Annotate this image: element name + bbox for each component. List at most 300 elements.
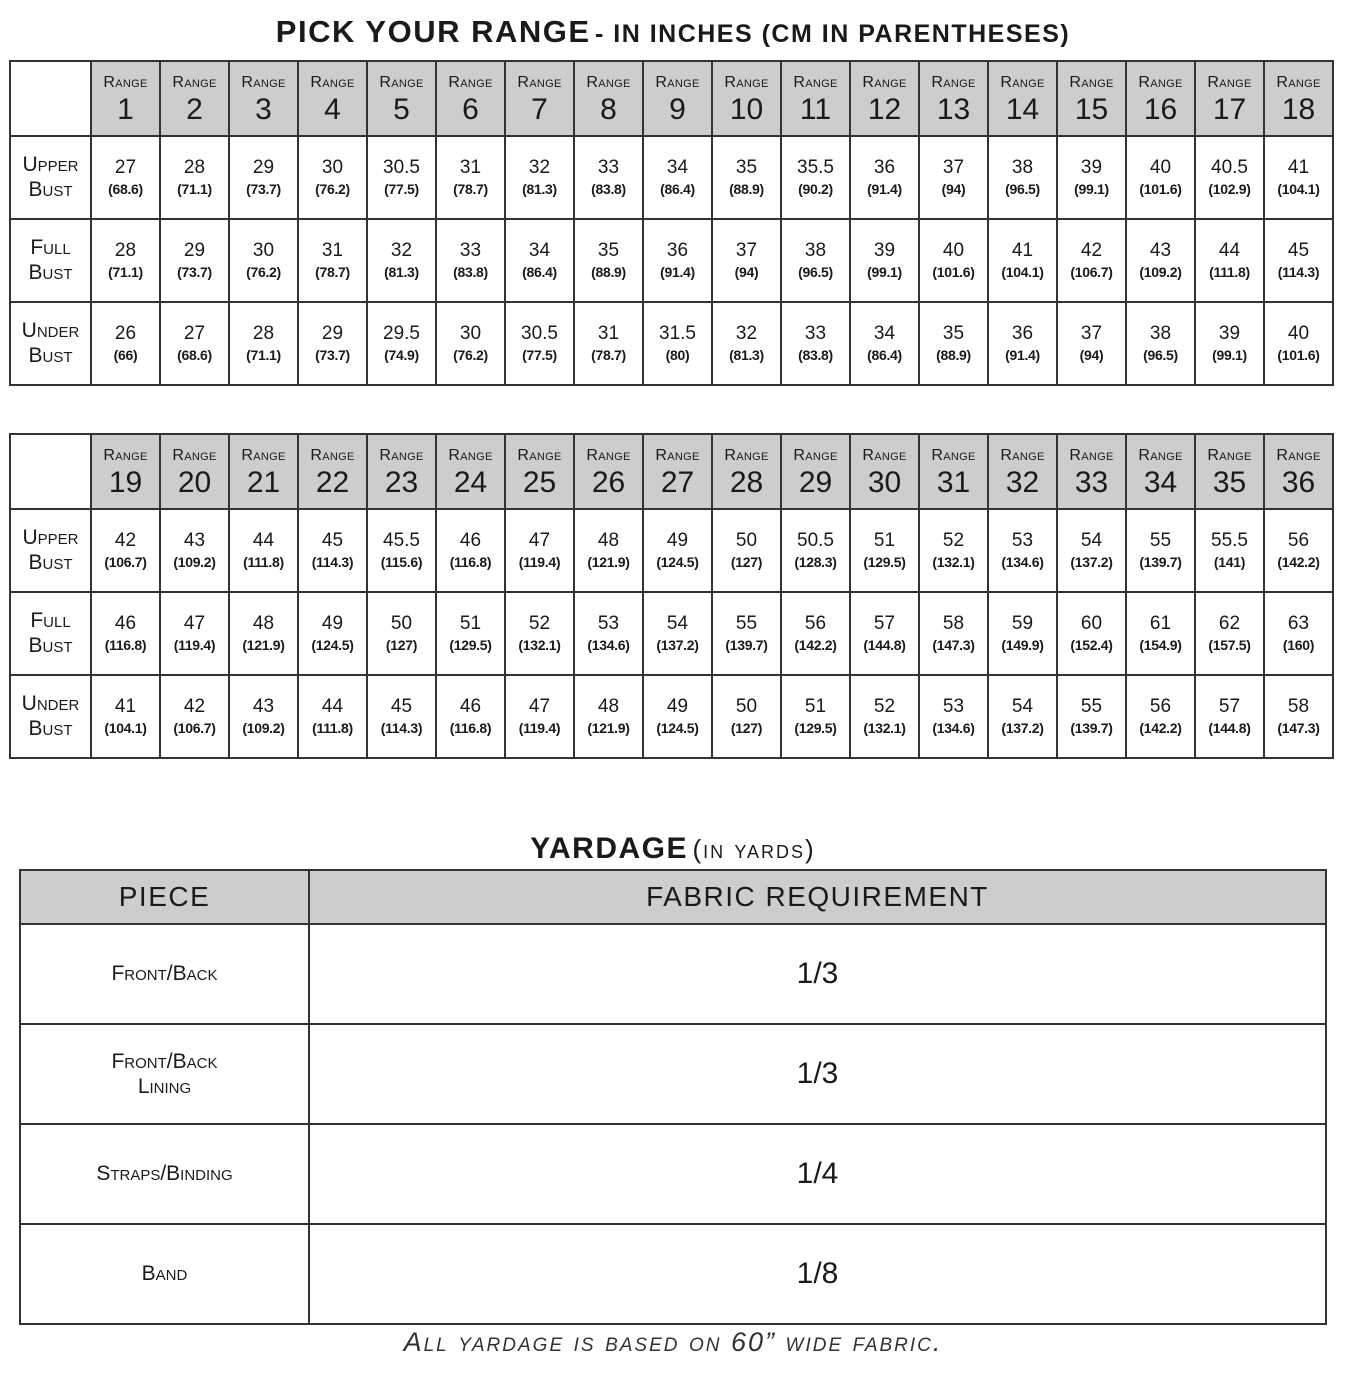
range-header-cell [988,61,1057,136]
value-cm: (106.7) [1070,264,1113,281]
value-cm: (101.6) [1139,181,1182,198]
value-cm: (127) [385,637,418,654]
measurement-cell [298,219,367,302]
row-label-line: Full [30,236,71,260]
value-inches: 39 [873,240,896,262]
value-cm: (94) [941,181,966,198]
value-cm: (119.4) [518,554,561,571]
fabric-requirement: 1/4 [309,1124,1326,1224]
range-label: Range [586,446,631,464]
value-cm: (74.9) [384,347,419,364]
measurement-cell [1264,592,1333,675]
measurement-cell [1057,302,1126,385]
measurement-cell [367,136,436,219]
value-cm: (99.1) [867,264,902,281]
measurement-cell [91,136,160,219]
range-number: 7 [531,92,548,126]
page-title [0,14,1346,58]
row-label-upper-bust [10,509,91,592]
range-number: 23 [384,465,419,499]
value-cm: (134.6) [932,720,975,737]
value-cm: (124.5) [656,720,699,737]
measurement-cell [850,219,919,302]
value-cm: (81.3) [522,181,557,198]
yardage-header-requirement: FABRIC REQUIREMENT [309,870,1326,924]
value-inches: 45 [321,530,344,552]
value-inches: 33 [597,157,620,179]
value-inches: 49 [321,613,344,635]
value-inches: 60 [1080,613,1103,635]
range-label: Range [1207,446,1252,464]
range-label: Range [310,446,355,464]
measurement-cell [91,675,160,758]
range-header-cell [781,61,850,136]
range-label: Range [862,73,907,91]
value-inches: 38 [804,240,827,262]
measurement-cell [436,136,505,219]
value-cm: (91.4) [1005,347,1040,364]
range-label: Range [448,446,493,464]
measurement-cell [988,592,1057,675]
range-number: 32 [1005,465,1040,499]
value-inches: 41 [1287,157,1310,179]
range-header-cell [781,434,850,509]
yardage-header-row [20,870,1326,924]
range-number: 25 [522,465,557,499]
value-inches: 37 [942,157,965,179]
value-inches: 38 [1011,157,1034,179]
measurement-cell [229,592,298,675]
range-label: Range [241,73,286,91]
measurement-cell [367,509,436,592]
value-cm: (160) [1282,637,1315,654]
range-label: Range [655,446,700,464]
range-label: Range [172,73,217,91]
range-label: Range [448,73,493,91]
measurement-cell [91,302,160,385]
range-header-cell [712,434,781,509]
range-number: 4 [324,92,341,126]
value-inches: 40 [1149,157,1172,179]
value-inches: 29.5 [383,323,420,345]
value-cm: (124.5) [656,554,699,571]
measurement-cell [643,509,712,592]
range-label: Range [1138,73,1183,91]
row-label-under-bust [10,675,91,758]
value-cm: (142.2) [1139,720,1182,737]
value-cm: (129.5) [449,637,492,654]
measurement-cell [574,592,643,675]
value-cm: (109.2) [242,720,285,737]
measurement-cell [574,136,643,219]
range-header-cell [436,61,505,136]
measurement-cell [781,302,850,385]
measurement-cell [574,219,643,302]
range-number: 14 [1005,92,1040,126]
range-label: Range [1138,446,1183,464]
value-inches: 63 [1287,613,1310,635]
row-label-line: Bust [28,633,73,657]
value-cm: (132.1) [863,720,906,737]
measurement-cell [229,219,298,302]
value-inches: 56 [1149,696,1172,718]
range-label: Range [1276,73,1321,91]
value-inches: 28 [183,157,206,179]
range-header-cell [229,61,298,136]
value-cm: (86.4) [522,264,557,281]
value-inches: 45 [390,696,413,718]
value-inches: 50 [735,696,758,718]
value-inches: 56 [1287,530,1310,552]
value-inches: 52 [942,530,965,552]
value-cm: (116.8) [104,637,147,654]
range-number: 2 [186,92,203,126]
value-inches: 33 [804,323,827,345]
measurement-cell [850,509,919,592]
measurement-cell [850,675,919,758]
row-label-line: Bust [28,260,73,284]
measurement-cell [643,302,712,385]
measurement-cell [712,302,781,385]
value-inches: 30.5 [521,323,558,345]
value-cm: (115.6) [380,554,423,571]
value-cm: (96.5) [1005,181,1040,198]
value-cm: (132.1) [932,554,975,571]
range-header-cell [712,61,781,136]
measurement-cell [160,675,229,758]
range-label: Range [1207,73,1252,91]
measurement-cell [298,509,367,592]
measurement-cell [505,592,574,675]
value-inches: 56 [804,613,827,635]
value-cm: (149.9) [1001,637,1044,654]
range-number: 35 [1212,465,1247,499]
value-inches: 29 [183,240,206,262]
value-cm: (104.1) [1277,181,1320,198]
value-cm: (91.4) [660,264,695,281]
value-inches: 61 [1149,613,1172,635]
range-table-1 [9,60,1334,386]
value-inches: 39 [1218,323,1241,345]
value-inches: 50 [390,613,413,635]
measurement-cell [781,219,850,302]
value-inches: 30 [459,323,482,345]
range-number: 19 [108,465,143,499]
measurement-cell [1057,592,1126,675]
range-label: Range [931,446,976,464]
value-inches: 33 [459,240,482,262]
measurement-cell [229,136,298,219]
row-label-line: Bust [28,343,73,367]
value-inches: 28 [252,323,275,345]
value-inches: 27 [114,157,137,179]
value-cm: (157.5) [1208,637,1251,654]
measurement-cell [919,219,988,302]
piece-name [20,1124,309,1224]
measurement-cell [643,219,712,302]
value-inches: 34 [528,240,551,262]
measurement-cell [229,675,298,758]
range-number: 28 [729,465,764,499]
range-number: 33 [1074,465,1109,499]
range-label: Range [310,73,355,91]
yardage-table [19,869,1327,1325]
value-cm: (94) [734,264,759,281]
measurement-cell [781,136,850,219]
measurement-cell [1195,509,1264,592]
yardage-header-piece: PIECE [20,870,309,924]
value-cm: (111.8) [1209,264,1250,281]
value-inches: 31 [597,323,620,345]
value-inches: 46 [459,530,482,552]
measurement-cell [781,675,850,758]
value-cm: (137.2) [1001,720,1044,737]
range-number: 8 [600,92,617,126]
value-inches: 43 [252,696,275,718]
piece-name [20,1024,309,1124]
measurement-cell [1195,136,1264,219]
value-inches: 57 [873,613,896,635]
measurement-cell [298,592,367,675]
value-cm: (114.3) [311,554,354,571]
value-cm: (121.9) [587,554,630,571]
value-inches: 50.5 [797,530,834,552]
measurement-cell [1264,675,1333,758]
value-inches: 40 [942,240,965,262]
range-header-cell [367,434,436,509]
piece-name-line: Front/Back [111,962,218,986]
value-cm: (99.1) [1212,347,1247,364]
range-number: 20 [177,465,212,499]
value-cm: (88.9) [729,181,764,198]
fabric-requirement: 1/3 [309,924,1326,1024]
measurement-cell [160,219,229,302]
range-header-cell [298,434,367,509]
title-main: PICK YOUR RANGE [275,14,591,49]
range-label: Range [1276,446,1321,464]
value-inches: 47 [528,696,551,718]
range-label: Range [1069,73,1114,91]
range-label: Range [241,446,286,464]
range-number: 9 [669,92,686,126]
range-header-cell [643,61,712,136]
range-header-cell [367,61,436,136]
piece-name-line: Lining [137,1075,192,1098]
range-header-row [10,434,1333,509]
value-cm: (137.2) [1070,554,1113,571]
value-inches: 32 [735,323,758,345]
range-number: 5 [393,92,410,126]
yardage-title-main: YARDAGE [530,832,689,865]
value-cm: (73.7) [177,264,212,281]
value-cm: (88.9) [591,264,626,281]
value-cm: (119.4) [518,720,561,737]
value-cm: (142.2) [1277,554,1320,571]
range-label: Range [103,73,148,91]
row-label-line: Upper [22,526,79,550]
piece-name-line: Straps/Binding [96,1162,233,1186]
range-header-cell [1126,61,1195,136]
value-cm: (114.3) [1277,264,1320,281]
row-upper-bust [10,509,1333,592]
value-cm: (88.9) [936,347,971,364]
measurement-cell [436,592,505,675]
measurement-cell [505,302,574,385]
value-inches: 41 [114,696,137,718]
range-header-cell [1264,61,1333,136]
measurement-cell [160,509,229,592]
range-label: Range [724,446,769,464]
value-inches: 32 [390,240,413,262]
value-cm: (78.7) [591,347,626,364]
value-cm: (144.8) [863,637,906,654]
value-cm: (86.4) [867,347,902,364]
row-label-line: Under [21,319,80,343]
measurement-cell [229,302,298,385]
measurement-cell [919,592,988,675]
piece-name [20,1224,309,1324]
value-inches: 35.5 [797,157,834,179]
fabric-requirement: 1/8 [309,1224,1326,1324]
measurement-cell [712,219,781,302]
measurement-cell [1126,509,1195,592]
value-inches: 47 [183,613,206,635]
range-header-cell [919,61,988,136]
row-label-line: Upper [22,153,79,177]
row-label-line: Full [30,609,71,633]
measurement-cell [1195,592,1264,675]
yardage-row [20,1024,1326,1124]
range-header-cell [643,434,712,509]
value-inches: 58 [1287,696,1310,718]
value-cm: (90.2) [798,181,833,198]
measurement-cell [919,136,988,219]
value-inches: 51 [459,613,482,635]
value-cm: (154.9) [1139,637,1182,654]
row-under-bust [10,675,1333,758]
measurement-cell [988,136,1057,219]
value-inches: 29 [321,323,344,345]
measurement-cell [712,675,781,758]
range-number: 21 [246,465,281,499]
range-label: Range [793,73,838,91]
value-inches: 54 [1080,530,1103,552]
value-inches: 47 [528,530,551,552]
range-header-cell [91,434,160,509]
measurement-cell [367,302,436,385]
measurement-cell [1264,136,1333,219]
range-number: 16 [1143,92,1178,126]
measurement-cell [919,675,988,758]
measurement-cell [1264,219,1333,302]
value-cm: (132.1) [518,637,561,654]
measurement-cell [712,136,781,219]
value-cm: (124.5) [311,637,354,654]
value-inches: 31 [459,157,482,179]
value-inches: 34 [873,323,896,345]
range-number: 12 [867,92,902,126]
value-cm: (104.1) [1001,264,1044,281]
measurement-cell [298,302,367,385]
piece-name-line: Front/Back [111,1049,218,1073]
value-cm: (137.2) [656,637,699,654]
value-cm: (76.2) [246,264,281,281]
range-header-cell [505,434,574,509]
range-label: Range [172,446,217,464]
value-inches: 62 [1218,613,1241,635]
row-label-under-bust [10,302,91,385]
range-label: Range [655,73,700,91]
measurement-cell [919,509,988,592]
range-header-cell [91,61,160,136]
measurement-cell [367,675,436,758]
row-upper-bust [10,136,1333,219]
range-number: 6 [462,92,479,126]
range-header-cell [505,61,574,136]
value-inches: 51 [873,530,896,552]
range-header-cell [1195,434,1264,509]
row-label-line: Bust [28,550,73,574]
measurement-cell [781,509,850,592]
value-cm: (71.1) [108,264,143,281]
value-inches: 46 [459,696,482,718]
measurement-cell [367,219,436,302]
value-inches: 52 [873,696,896,718]
range-number: 34 [1143,465,1178,499]
title-subtitle: - IN INCHES (CM IN PARENTHESES) [594,20,1071,48]
value-cm: (114.3) [380,720,423,737]
value-cm: (129.5) [794,720,837,737]
range-label: Range [1000,446,1045,464]
value-cm: (127) [730,720,763,737]
range-number: 10 [729,92,764,126]
range-header-cell [988,434,1057,509]
range-header-cell [1126,434,1195,509]
measurement-cell [436,675,505,758]
yardage-row [20,1124,1326,1224]
value-cm: (76.2) [453,347,488,364]
value-inches: 38 [1149,323,1172,345]
value-inches: 44 [252,530,275,552]
range-label: Range [931,73,976,91]
measurement-cell [1126,219,1195,302]
range-number: 29 [798,465,833,499]
value-inches: 36 [666,240,689,262]
range-number: 30 [867,465,902,499]
value-cm: (73.7) [246,181,281,198]
measurement-cell [91,509,160,592]
yardage-footnote: All yardage is based on 60” wide fabric. [403,1327,943,1357]
range-header-cell [298,61,367,136]
value-inches: 43 [183,530,206,552]
measurement-cell [712,592,781,675]
value-cm: (116.8) [449,720,492,737]
value-cm: (116.8) [449,554,492,571]
value-cm: (139.7) [1070,720,1113,737]
value-inches: 53 [1011,530,1034,552]
measurement-cell [1195,675,1264,758]
measurement-cell [1057,219,1126,302]
piece-name [20,924,309,1024]
value-inches: 43 [1149,240,1172,262]
value-cm: (68.6) [177,347,212,364]
measurement-cell [1264,509,1333,592]
value-cm: (71.1) [246,347,281,364]
range-header-cell [1264,434,1333,509]
range-label: Range [379,73,424,91]
measurement-cell [436,302,505,385]
measurement-cell [781,592,850,675]
